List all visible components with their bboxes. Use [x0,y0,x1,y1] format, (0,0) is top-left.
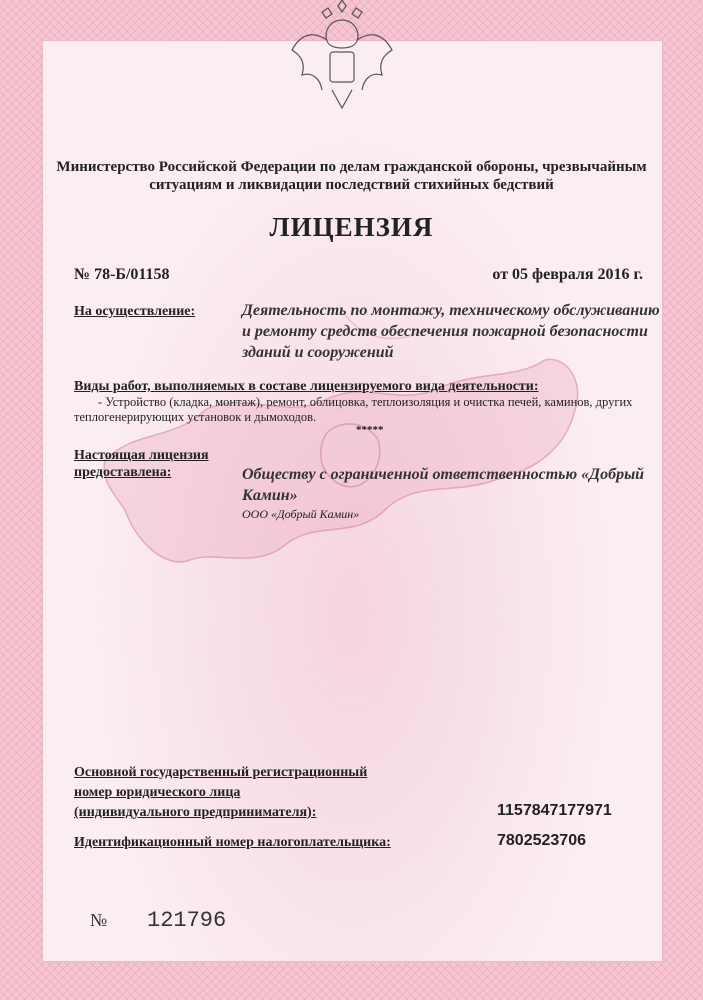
license-number: № 78-Б/01158 [74,266,170,283]
activity-label: На осуществление: [74,304,196,319]
works-label: Виды работ, выполняемых в составе лицензируемого вида деятельности: [74,379,539,394]
ogrn-label-line2: номер юридического лица [74,785,241,800]
license-date: от 05 февраля 2016 г. [492,266,643,283]
blank-serial-number: 121796 [147,908,227,933]
licensee-full-name: Обществу с ограниченной ответственностью «Добрый Камин» [242,466,645,504]
ogrn-label-line1: Основной государственный регистрационный [74,765,368,780]
ogrn-label [74,763,414,823]
section-separator: ***** [356,424,384,436]
licensee-short-name: ООО «Добрый Камин» [242,507,360,521]
works-description: - Устройство (кладка, монтаж), ремонт, облицовка, теплоизоляция и очистка печей, каминов, других теплогенерирующих установок и дымоходов. [74,395,633,424]
document-title: ЛИЦЕНЗИЯ [269,212,434,242]
granted-label [74,447,254,481]
issuing-authority: Министерство Российской Федерации по делам гражданской обороны, чрезвычайным ситуациям и ликвидации последствий стихийных бедствий [56,159,647,193]
ogrn-value: 1157847177971 [497,802,612,819]
blank-number-prefix: № [90,910,108,930]
granted-label-line1: Настоящая лицензия [74,448,209,463]
coat-of-arms-emblem [282,0,402,115]
ogrn-label-line3: (индивидуального предпринимателя): [74,805,317,820]
inn-value: 7802523706 [497,832,586,849]
inn-label: Идентификационный номер налогоплательщика: [74,835,391,850]
granted-label-line2: предоставлена: [74,465,172,480]
activity-value: Деятельность по монтажу, техническому обслуживанию и ремонту средств обеспечения пожарной безопасности зданий и сооружений [242,302,660,361]
